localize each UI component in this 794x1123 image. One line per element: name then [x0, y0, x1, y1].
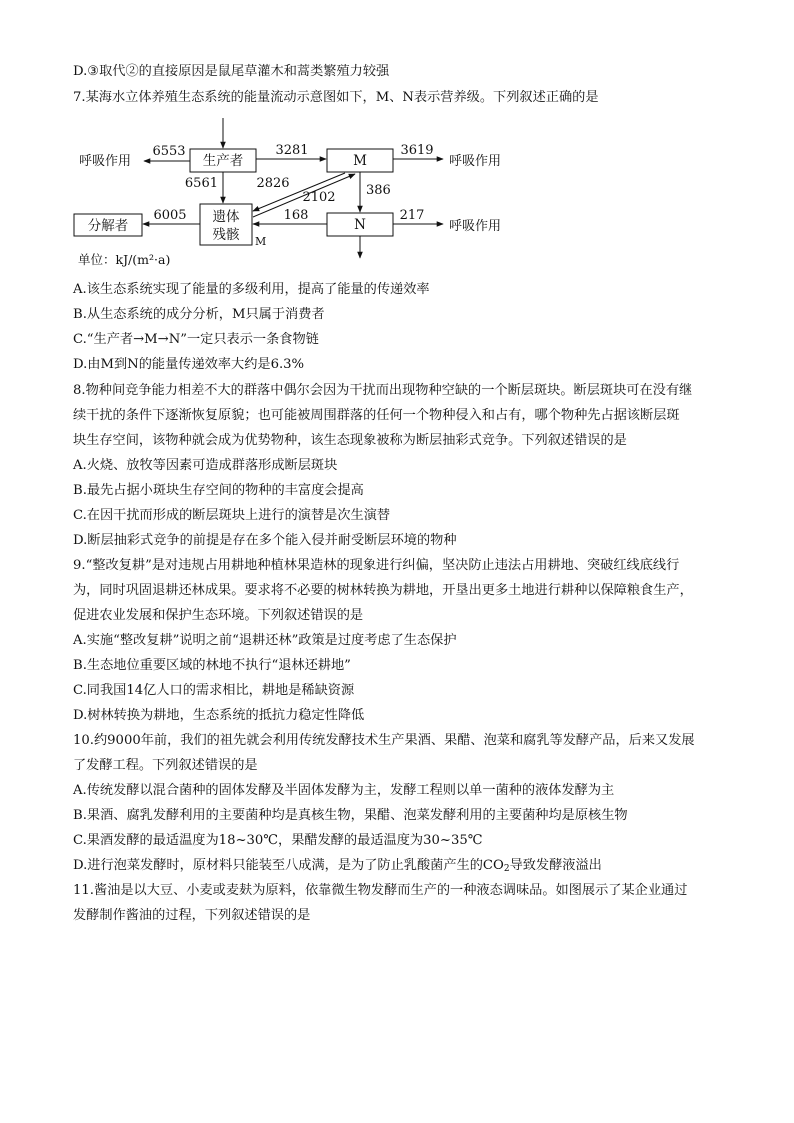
q8-option-a: A.火烧、放牧等因素可造成群落形成断层斑块	[73, 458, 338, 473]
co2-subscript: 2	[503, 864, 510, 874]
q10-option-d-text-1: D.进行泡菜发酵时，原材料只能装至八成满，是为了防止乳酸菌产生的CO	[73, 858, 504, 873]
q11-stem-line-1: 11.酱油是以大豆、小麦或麦麸为原料，依靠微生物发酵而生产的一种液态调味品。如图展示了某企业通过	[73, 883, 688, 898]
q7-option-b: B.从生态系统的成分分析，M只属于消费者	[73, 307, 325, 322]
q8-option-c: C.在因干扰而形成的断层斑块上进行的演替是次生演替	[73, 508, 391, 523]
producer-label: 生产者	[202, 153, 244, 169]
q6-option-d: D.③取代②的直接原因是鼠尾草灌木和蒿类繁殖力较强	[73, 64, 390, 79]
remains-label-1: 遗体	[212, 209, 240, 225]
value-3281: 3281	[275, 143, 309, 158]
q8-stem-line-2: 续干扰的条件下逐渐恢复原貌；也可能被周围群落的任何一个物种侵入和占有，哪个物种先占据该断层斑	[73, 408, 680, 423]
m-label: M	[353, 153, 367, 169]
q8-option-b: B.最先占据小斑块生存空间的物种的丰富度会提高	[73, 483, 364, 498]
energy-flow-diagram	[60, 112, 540, 274]
q10-option-a: A.传统发酵以混合菌种的固体发酵及半固体发酵为主，发酵工程则以单一菌种的液体发酵为主	[73, 783, 615, 798]
q9-option-a: A.实施“整改复耕”说明之前“退耕还林”政策是过度考虑了生态保护	[73, 633, 457, 648]
decomposer-label: 分解者	[87, 218, 129, 234]
unit-label: 单位：kJ/(m²·a)	[78, 252, 171, 267]
respiration-label-producer: 呼吸作用	[79, 154, 132, 169]
q8-stem-line-1: 8.物种间竞争能力相差不大的群落中偶尔会因为干扰而出现物种空缺的一个断层斑块。断层斑块可在没有继	[73, 383, 693, 398]
value-168: 168	[283, 208, 309, 223]
value-2826: 2826	[256, 176, 290, 191]
q9-stem-line-2: 为，同时巩固退耕还林成果。要求将不必要的树林转换为耕地，开垦出更多土地进行耕种以保障粮食生产，	[73, 583, 693, 598]
q10-option-b: B.果酒、腐乳发酵利用的主要菌种均是真核生物，果醋、泡菜发酵利用的主要菌种均是原核生物	[73, 808, 628, 823]
m-marker-label: M	[255, 235, 267, 248]
n-label: N	[354, 217, 366, 233]
q10-option-d-text-2: 导致发酵液溢出	[509, 858, 602, 873]
q8-option-d: D.断层抽彩式竞争的前提是存在多个能入侵并耐受断层环境的物种	[73, 533, 457, 548]
respiration-label-m: 呼吸作用	[449, 154, 502, 169]
value-6561: 6561	[184, 176, 218, 191]
value-6005: 6005	[153, 208, 187, 223]
value-2102: 2102	[302, 190, 336, 205]
q9-stem-line-3: 促进农业发展和保护生态环境。下列叙述错误的是	[73, 608, 364, 623]
q10-stem-line-1: 10.约9000年前，我们的祖先就会利用传统发酵技术生产果酒、果醋、泡菜和腐乳等发酵产品，后来又发展	[73, 733, 695, 748]
q7-option-d: D.由M到N的能量传递效率大约是6.3%	[73, 357, 305, 372]
q9-stem-line-1: 9.“整改复耕”是对违规占用耕地种植林果造林的现象进行纠偏，坚决防止违法占用耕地、突破红线底线行	[73, 558, 680, 573]
q9-option-d: D.树林转换为耕地，生态系统的抵抗力稳定性降低	[73, 708, 365, 723]
q7-option-c: C.“生产者→M→N”一定只表示一条食物链	[73, 332, 319, 347]
q10-option-d	[73, 858, 602, 877]
value-386: 386	[366, 183, 391, 198]
remains-label-2: 残骸	[212, 227, 240, 243]
q10-option-c: C.果酒发酵的最适温度为18~30℃，果醋发酵的最适温度为30~35℃	[73, 833, 483, 848]
q10-stem-line-2: 了发酵工程。下列叙述错误的是	[73, 758, 258, 773]
q9-option-c: C.同我国14亿人口的需求相比，耕地是稀缺资源	[73, 683, 355, 698]
value-217: 217	[399, 208, 425, 223]
q11-stem-line-2: 发酵制作酱油的过程，下列叙述错误的是	[73, 908, 311, 923]
value-3619: 3619	[400, 143, 434, 158]
q7-stem: 7.某海水立体养殖生态系统的能量流动示意图如下，M、N表示营养级。下列叙述正确的是	[73, 90, 599, 105]
respiration-label-n: 呼吸作用	[449, 219, 502, 234]
value-6553: 6553	[152, 144, 186, 159]
q7-option-a: A.该生态系统实现了能量的多级利用，提高了能量的传递效率	[73, 282, 430, 297]
q9-option-b: B.生态地位重要区域的林地不执行“退林还耕地”	[73, 658, 351, 673]
q8-stem-line-3: 块生存空间，该物种就会成为优势物种，该生态现象被称为断层抽彩式竞争。下列叙述错误的是	[73, 433, 627, 448]
